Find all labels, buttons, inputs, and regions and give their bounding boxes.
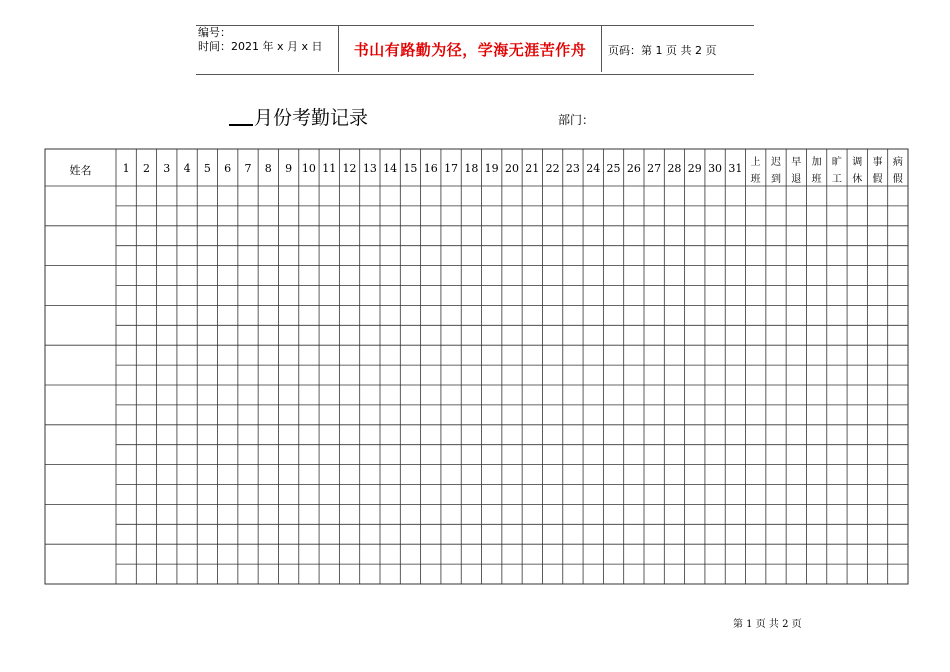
day-header: 26 [626, 162, 641, 175]
day-header: 6 [224, 162, 232, 175]
day-header: 30 [708, 162, 723, 175]
day-header: 3 [163, 162, 171, 175]
grid-border [45, 149, 908, 584]
summary-header-bottom: 班 [750, 174, 761, 185]
summary-header-bottom: 工 [831, 174, 842, 185]
summary-header-bottom: 班 [811, 174, 822, 185]
time-label: 时间：2021 年 x 月 x 日 [198, 40, 323, 53]
day-header: 18 [464, 162, 479, 175]
page-label: 页码：第 1 页 共 2 页 [608, 44, 717, 57]
summary-header-top: 加 [811, 157, 822, 168]
summary-header-bottom: 休 [852, 174, 863, 185]
day-header: 14 [383, 162, 398, 175]
day-header: 29 [687, 162, 702, 175]
day-header: 17 [444, 162, 459, 175]
title-text: 月份考勤记录 [254, 107, 369, 129]
day-header: 2 [142, 162, 150, 175]
summary-header-top: 早 [791, 157, 802, 168]
day-header: 16 [423, 162, 438, 175]
day-header: 1 [122, 162, 130, 175]
summary-header-top: 病 [892, 157, 903, 168]
footer-page: 第 1 页 共 2 页 [733, 619, 802, 630]
summary-header-bottom: 退 [791, 174, 802, 185]
day-header: 25 [606, 162, 621, 175]
day-header: 11 [322, 162, 337, 175]
day-header: 21 [525, 162, 540, 175]
summary-header-top: 迟 [770, 157, 781, 168]
day-header: 5 [203, 162, 211, 175]
day-header: 12 [342, 162, 357, 175]
day-header: 20 [504, 162, 519, 175]
day-header: 19 [484, 162, 499, 175]
day-header: 27 [647, 162, 662, 175]
day-header: 23 [565, 162, 580, 175]
day-header: 13 [362, 162, 377, 175]
summary-header-top: 上 [750, 157, 761, 168]
motto: 书山有路勤为径，学海无涯苦作舟 [338, 26, 602, 72]
summary-header-bottom: 假 [872, 174, 883, 185]
number-label: 编号： [198, 26, 231, 39]
day-header: 15 [403, 162, 418, 175]
summary-header-top: 调 [852, 157, 863, 168]
summary-header-top: 事 [872, 157, 883, 168]
day-header: 24 [586, 162, 601, 175]
day-header: 31 [728, 162, 743, 175]
day-header: 22 [545, 162, 560, 175]
day-header: 4 [183, 162, 191, 175]
department-label: 部门： [558, 113, 595, 127]
day-header: 10 [301, 162, 316, 175]
summary-header-bottom: 假 [892, 174, 903, 185]
summary-header-bottom: 到 [770, 174, 781, 185]
day-header: 8 [264, 162, 272, 175]
day-header: 28 [667, 162, 682, 175]
summary-header-top: 旷 [831, 157, 842, 168]
name-header: 姓名 [69, 164, 92, 177]
day-header: 7 [244, 162, 252, 175]
day-header: 9 [285, 162, 293, 175]
